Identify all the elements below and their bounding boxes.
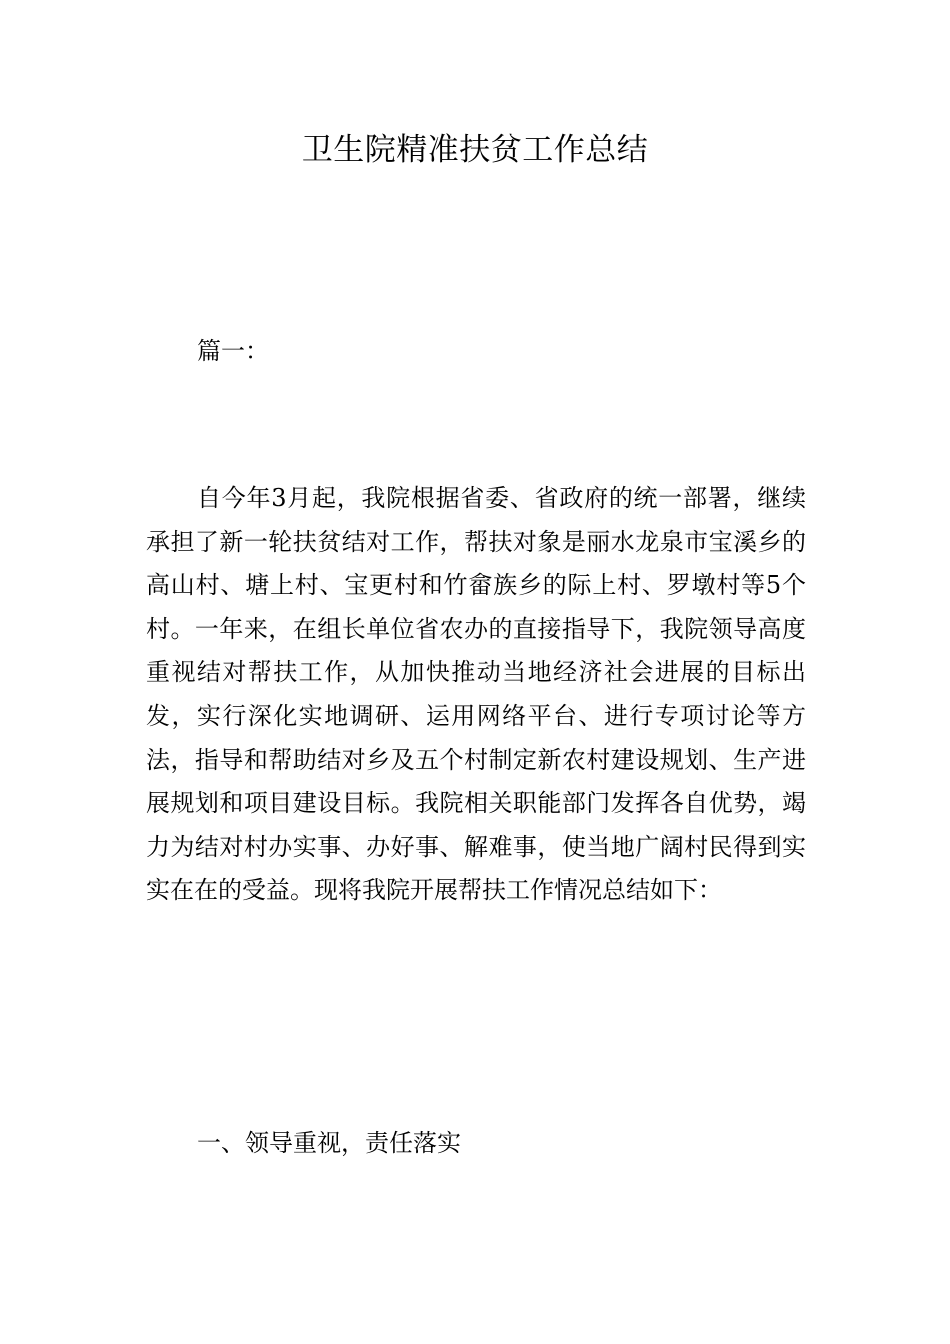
section-label: 篇一： [197,337,269,365]
section-heading: 一、领导重视，责任落实 [197,1129,461,1157]
document-title: 卫生院精准扶贫工作总结 [301,132,649,168]
intro-paragraph: 自今年3月起，我院根据省委、省政府的统一部署，继续承担了新一轮扶贫结对工作，帮扶对象是丽水龙泉市宝溪乡的高山村、塘上村、宝更村和竹畲族乡的际上村、罗墩村等5个村。一年来，在组长单位省农办的直接指导下，我院领导高度重视结对帮扶工作，从加快推动当地经济社会进展的目标出发，实行深化实地调研、运用网络平台、进行专项讨论等方法，指导和帮助结对乡及五个村制定新农村建设规划、生产进展规划和项目建设目标。我院相关职能部门发挥各自优势，竭力为结对村办实事、办好事、解难事，使当地广阔村民得到实实在在的受益。现将我院开展帮扶工作情况总结如下： [146,484,806,905]
